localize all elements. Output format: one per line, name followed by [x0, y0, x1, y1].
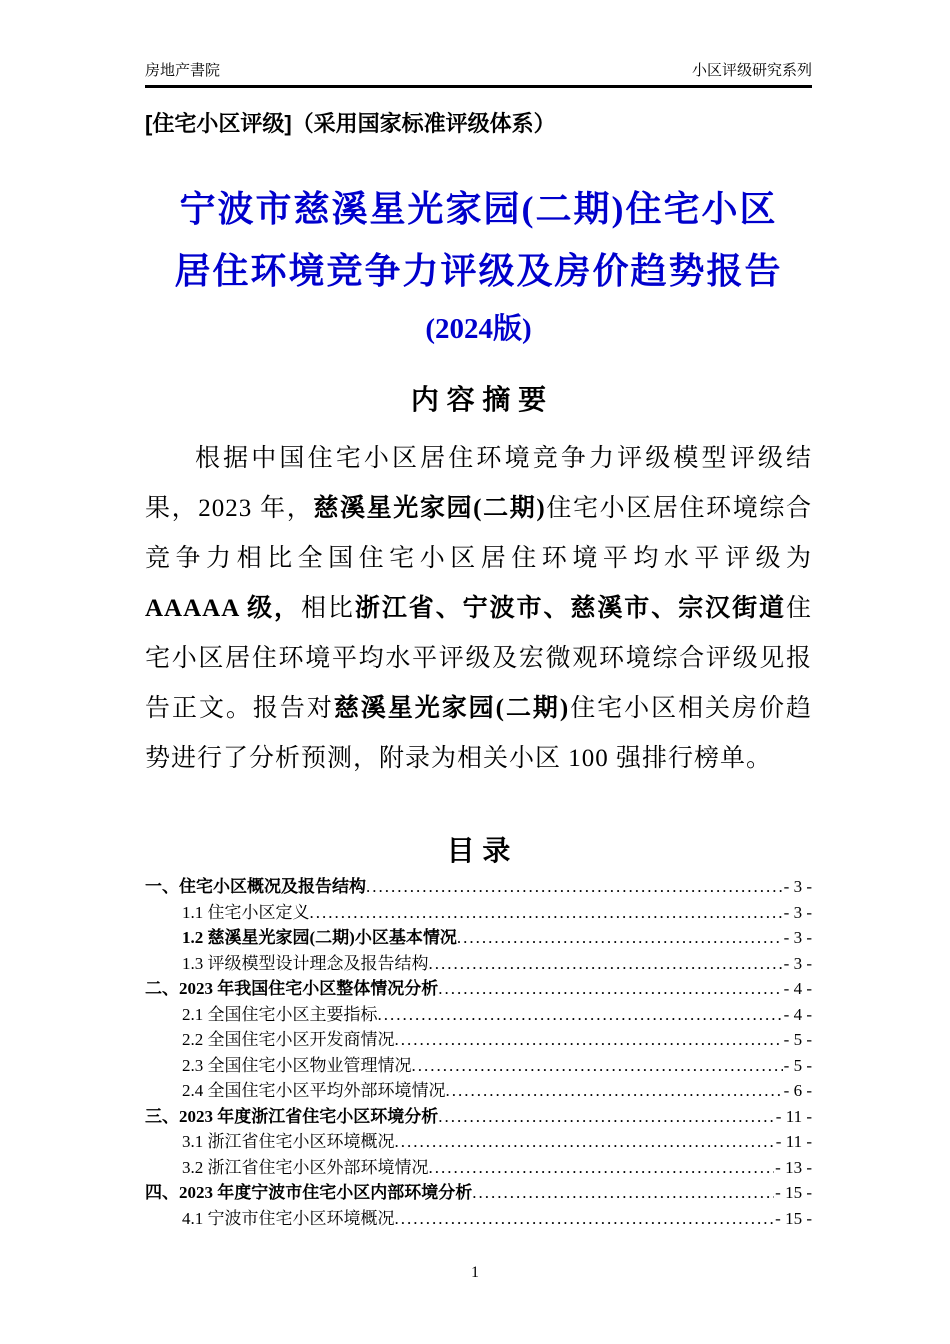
toc-leader-dots: [395, 1206, 775, 1232]
toc-heading: 目 录: [446, 835, 511, 866]
toc-item-label: 二、2023 年我国住宅小区整体情况分析: [145, 979, 439, 998]
toc-row: [145, 1027, 812, 1053]
abstract-text: 住宅小区居住环境平均水平评级及宏微观环境综合评级见报告正文。报告对: [145, 595, 812, 722]
abstract-heading: 内 容 摘 要: [410, 384, 547, 415]
toc-item-page: - 5 -: [783, 1055, 812, 1075]
abstract-text: 根据中国住宅小区居住环境竞争力评级模型评级结果，2023 年，: [145, 445, 812, 522]
toc-item-label: 三、2023 年度浙江省住宅小区环境分析: [145, 1106, 439, 1126]
toc-row: [145, 900, 812, 926]
toc-item-label: 四、2023 年度宁波市住宅小区内部环境分析: [145, 1183, 473, 1202]
toc-item-page: - 3 -: [783, 953, 812, 973]
toc-leader-dots: [378, 1002, 783, 1028]
toc-list: [145, 874, 812, 1231]
toc-leader-dots: [366, 874, 783, 900]
toc-leader-dots: [446, 1078, 783, 1104]
toc-row: [145, 925, 812, 951]
report-series-subtitle: [住宅小区评级]（采用国家标准评级体系）: [145, 111, 556, 136]
toc-item-page: - 11 -: [775, 1106, 812, 1126]
toc-item-page: - 5 -: [783, 1030, 812, 1049]
toc-row: [145, 874, 812, 900]
toc-leader-dots: [438, 1104, 775, 1130]
toc-row: [145, 976, 812, 1002]
toc-leader-dots: [395, 1129, 775, 1155]
toc-row: [145, 1104, 812, 1130]
toc-leader-dots: [395, 1027, 783, 1053]
toc-item-page: - 3 -: [783, 902, 812, 922]
toc-row: [145, 1078, 812, 1104]
toc-item-label: 2.1 全国住宅小区主要指标: [182, 1004, 378, 1024]
toc-item-page: - 3 -: [783, 877, 812, 896]
toc-row: [145, 1155, 812, 1181]
abstract-text: 住宅小区相关房价趋势进行了分析预测，附录为相关小区 100 强排行榜单。: [145, 695, 812, 772]
toc-row: [145, 1180, 812, 1206]
toc-row: [145, 1206, 812, 1232]
toc-item-page: - 4 -: [783, 1004, 812, 1024]
toc-item-page: - 13 -: [775, 1157, 812, 1177]
abstract-text: 相比: [300, 595, 355, 622]
abstract-text-bold: 慈溪星光家园(二期): [313, 495, 546, 522]
toc-item-label: 2.4 全国住宅小区平均外部环境情况: [182, 1081, 446, 1100]
toc-row: [145, 1129, 812, 1155]
page-number: 1: [471, 1264, 479, 1281]
header-right-text: 小区评级研究系列: [691, 62, 812, 79]
toc-item-label: 1.3 评级模型设计理念及报告结构: [182, 953, 429, 973]
page-header: [145, 0, 812, 88]
toc-item-label: 1.1 住宅小区定义: [182, 902, 310, 922]
toc-item-page: - 11 -: [775, 1132, 812, 1151]
abstract-text: 住宅小区居住环境综合竞争力相比全国住宅小区居住环境平均水平评级为: [145, 495, 812, 572]
toc-item-label: 2.2 全国住宅小区开发商情况: [182, 1030, 395, 1049]
toc-item-page: - 3 -: [783, 928, 812, 947]
toc-item-label: 4.1 宁波市住宅小区环境概况: [182, 1208, 395, 1228]
page-content: [145, 0, 812, 1231]
toc-item-label: 1.2 慈溪星光家园(二期)小区基本情况: [182, 928, 457, 947]
toc-leader-dots: [457, 925, 783, 951]
toc-leader-dots: [429, 951, 783, 977]
toc-item-label: 3.2 浙江省住宅小区外部环境情况: [182, 1157, 429, 1177]
header-left-text: 房地产書院: [145, 62, 221, 79]
toc-leader-dots: [472, 1180, 774, 1206]
toc-row: [145, 1053, 812, 1079]
report-title-edition: (2024版): [425, 313, 532, 345]
toc-leader-dots: [438, 976, 782, 1002]
toc-row: [145, 1002, 812, 1028]
toc-leader-dots: [429, 1155, 775, 1181]
toc-item-page: - 15 -: [775, 1208, 812, 1228]
abstract-paragraph: [145, 434, 812, 784]
report-title-block: [145, 178, 812, 356]
abstract-text-bold: 慈溪星光家园(二期): [333, 695, 570, 722]
abstract-text-bold: 浙江省、宁波市、慈溪市、宗汉街道: [354, 595, 786, 622]
report-title-line-2: 居住环境竞争力评级及房价趋势报告: [174, 251, 783, 291]
toc-item-label: 2.3 全国住宅小区物业管理情况: [182, 1055, 412, 1075]
toc-item-label: 一、住宅小区概况及报告结构: [145, 877, 366, 896]
abstract-text-bold: AAAAA 级，: [145, 595, 301, 622]
toc-item-page: - 6 -: [783, 1081, 812, 1100]
toc-item-page: - 15 -: [775, 1183, 812, 1202]
toc-item-label: 3.1 浙江省住宅小区环境概况: [182, 1132, 395, 1151]
toc-item-page: - 4 -: [783, 979, 812, 998]
toc-leader-dots: [310, 900, 783, 926]
toc-row: [145, 951, 812, 977]
toc-leader-dots: [412, 1053, 783, 1079]
report-title-line-1: 宁波市慈溪星光家园(二期)住宅小区: [179, 189, 778, 229]
